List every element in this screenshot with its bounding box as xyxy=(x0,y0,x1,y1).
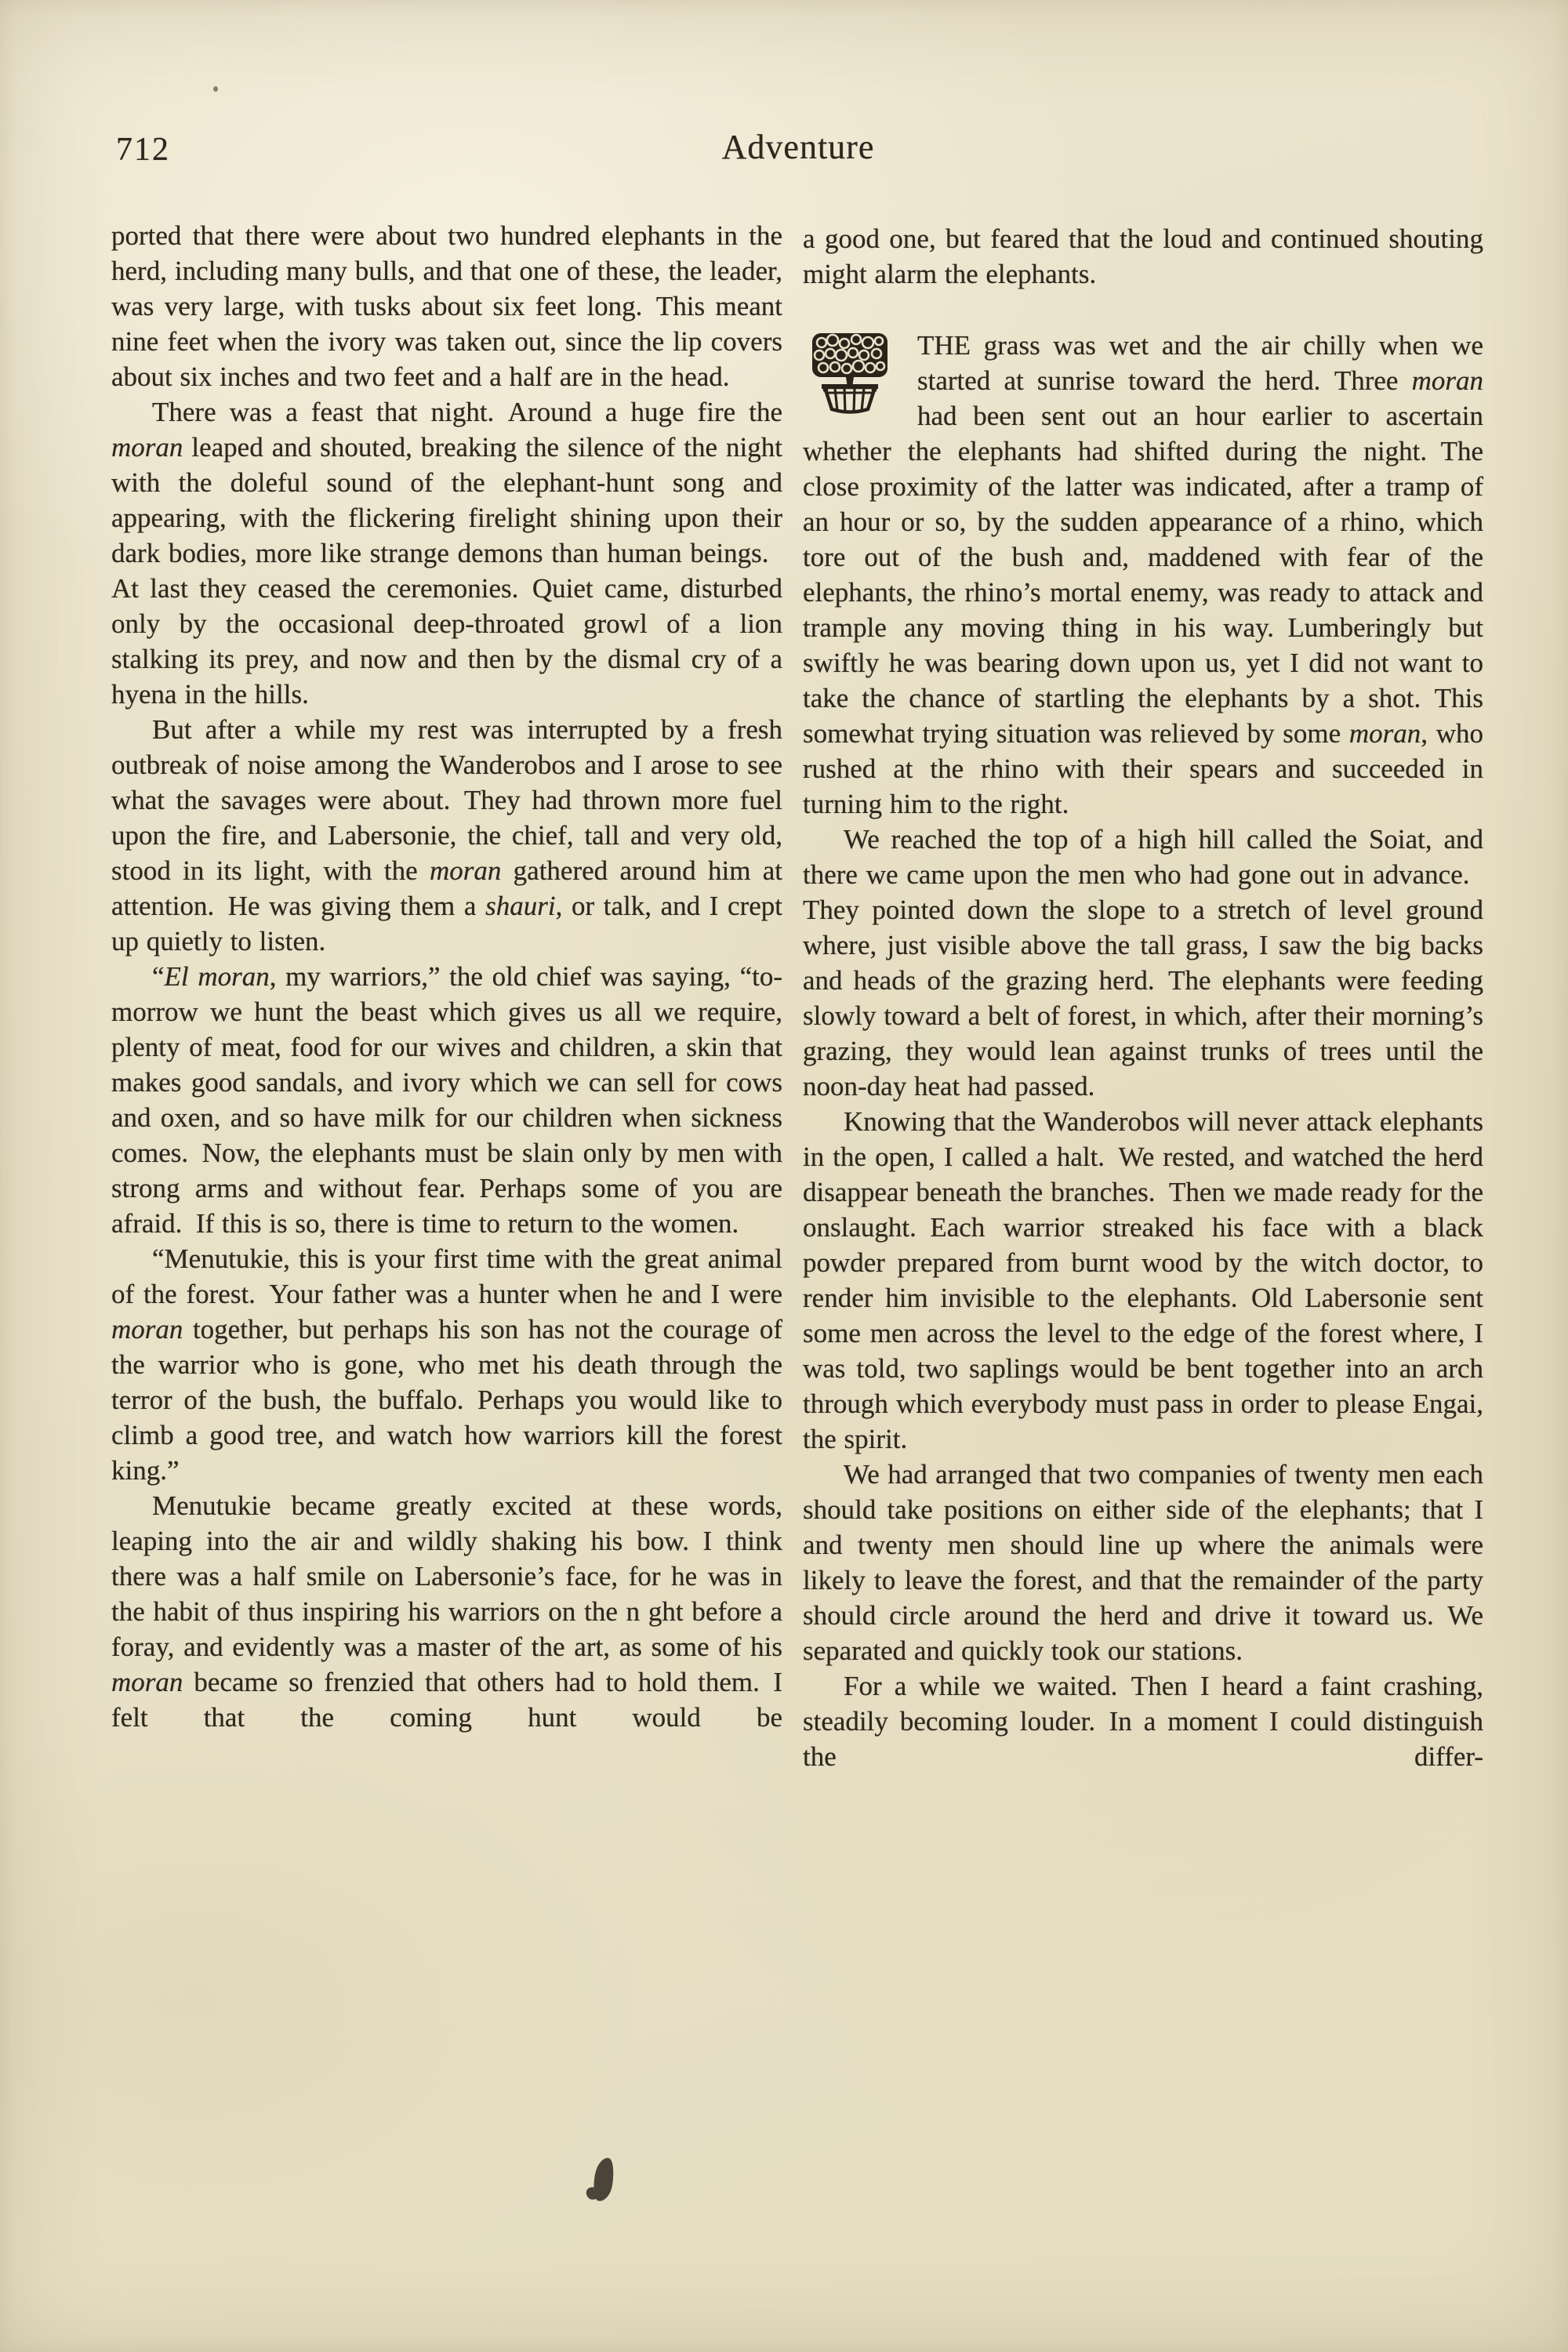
paragraph xyxy=(803,1457,1483,1668)
text-run: Knowing that the Wanderobos will never attack elephants in the open, I called a halt. We rested, and watched the herd disappear beneath the branches. Then we made ready for the onslaught. Each warrior streaked his face with a black powder prepared from burnt wood by the witch doctor, to render him invisible to the elephants. Old Labersonie sent some men across the level to the edge of the forest where, I was told, two saplings would be bent together into an arch through which everybody must pass in order to please Engai, the spirit. xyxy=(803,1106,1483,1454)
text-run: , who rushed at the rhino with their spears and succeeded in turning him to the right. xyxy=(803,718,1483,819)
text-run: , my warriors,” the old chief was saying, “to-morrow we hunt the beast which gives us all we require, plenty of meat, food for our wives and children, a skin that makes good sandals, and ivory which we can sell for cows and oxen, and so have milk for our children when sickness comes. Now, the elephants must be slain only by men with strong arms and without fear. Perhaps some of you are afraid. If this is so, there is time to return to the women. xyxy=(111,961,782,1239)
ink-speck xyxy=(213,86,218,92)
text-run: THE grass was wet and the air chilly when we started at sunrise toward the herd. Three xyxy=(917,330,1483,396)
paragraph xyxy=(803,1104,1483,1457)
italic-term: moran xyxy=(1348,718,1421,749)
left-column xyxy=(111,218,782,1735)
text-run: For a while we waited. Then I heard a faint crashing, steadily becoming louder. In a moment I could distinguish the differ- xyxy=(803,1671,1483,1772)
topiary-ornament-icon xyxy=(809,331,891,419)
right-column xyxy=(803,221,1483,1774)
text-run: a good one, but feared that the loud and continued shouting might alarm the elephants. xyxy=(803,223,1483,289)
italic-term: moran xyxy=(1411,365,1483,396)
italic-term: moran xyxy=(429,855,502,886)
paragraph xyxy=(111,218,782,394)
ink-blot xyxy=(591,2156,616,2202)
paragraph xyxy=(803,822,1483,1104)
text-run: We reached the top of a high hill called the Soiat, and there we came upon the men who had gone out in advance. They pointed down the slope to a stretch of level ground where, just visible above the tall grass, I saw the big backs and heads of the grazing herd. The elephants were feeding slowly toward a belt of forest, in which, after their morning’s grazing, they would lean against trunks of trees until the noon-day heat had passed. xyxy=(803,824,1483,1102)
text-run: had been sent out an hour earlier to ascertain whether the elephants had shifted during the night. The close proximity of the latter was indicated, after a tramp of an hour or so, by the sudden appearance of a rhino, which tore out of the bush and, maddened with fear of the elephants, the rhino’s mortal enemy, was ready to attack and trample any moving thing in his way. Lumberingly but swiftly he was bearing down upon us, yet I did not want to take the chance of startling the elephants by a shot. This somewhat trying situation was relieved by some xyxy=(803,401,1483,749)
paragraph xyxy=(803,328,1483,822)
text-run: But after a while my rest was interrupted by a fresh outbreak of noise among the Wanderobos and I arose to see what the savages were about. They had thrown more fuel upon the fire, and Labersonie, the chief, tall and very old, stood in its light, with the xyxy=(111,714,782,886)
text-run: together, but perhaps his son has not the courage of the warrior who is gone, who met his death through the terror of the bush, the buffalo. Perhaps you would like to climb a good tree, and watch how warriors kill the forest king.” xyxy=(111,1314,782,1486)
text-run: ported that there were about two hundred elephants in the herd, including many bulls, and that one of these, the leader, was very large, with tusks about six feet long. This meant nine feet when the ivory was taken out, since the lip covers about six inches and two feet and a half are in the head. xyxy=(111,220,782,392)
paragraph xyxy=(111,959,782,1241)
text-run: leaped and shouted, breaking the silence of the night with the doleful sound of the elephant-hunt song and appearing, with the flickering firelight shining upon their dark bodies, more like strange demons than human beings. At last they ceased the ceremonies. Quiet came, disturbed only by the occasional deep-throated growl of a lion stalking its prey, and now and then by the dismal cry of a hyena in the hills. xyxy=(111,432,782,710)
page-number: 712 xyxy=(116,132,170,168)
text-run: “ xyxy=(152,961,165,992)
paragraph xyxy=(803,1668,1483,1774)
text-run: We had arranged that two companies of twenty men each should take positions on either side of the elephants; that I and twenty men should line up where the animals were likely to leave the forest, and that the remainder of the party should circle around the herd and drive it toward us. We separated and quickly took our stations. xyxy=(803,1459,1483,1666)
text-run: gathered around him at attention. He was giving them a xyxy=(111,855,782,921)
italic-term: shauri xyxy=(485,891,556,921)
italic-term: El moran xyxy=(164,961,270,992)
paragraph xyxy=(111,1488,782,1735)
text-run: became so frenzied that others had to hold them. I felt that the coming hunt would be xyxy=(111,1667,782,1733)
paragraph xyxy=(111,1241,782,1488)
text-run: Menutukie became greatly excited at these words, leaping into the air and wildly shaking his bow. I think there was a half smile on Labersonie’s face, for he was in the habit of thus inspiring his warriors on the n ght before a foray, and evidently was a master of the art, as some of his xyxy=(111,1490,782,1662)
paragraph xyxy=(803,221,1483,292)
page-title: Adventure xyxy=(721,128,875,166)
italic-term: moran xyxy=(111,1667,183,1697)
text-run: , or talk, and I crept up quietly to listen. xyxy=(111,891,782,956)
italic-term: moran xyxy=(111,432,183,463)
paragraph xyxy=(111,394,782,712)
italic-term: moran xyxy=(111,1314,183,1345)
text-run: There was a feast that night. Around a huge fire the xyxy=(152,397,782,427)
text-run: “Menutukie, this is your first time with the great animal of the forest. Your father was a hunter when he and I were xyxy=(111,1243,782,1309)
paragraph xyxy=(111,712,782,959)
